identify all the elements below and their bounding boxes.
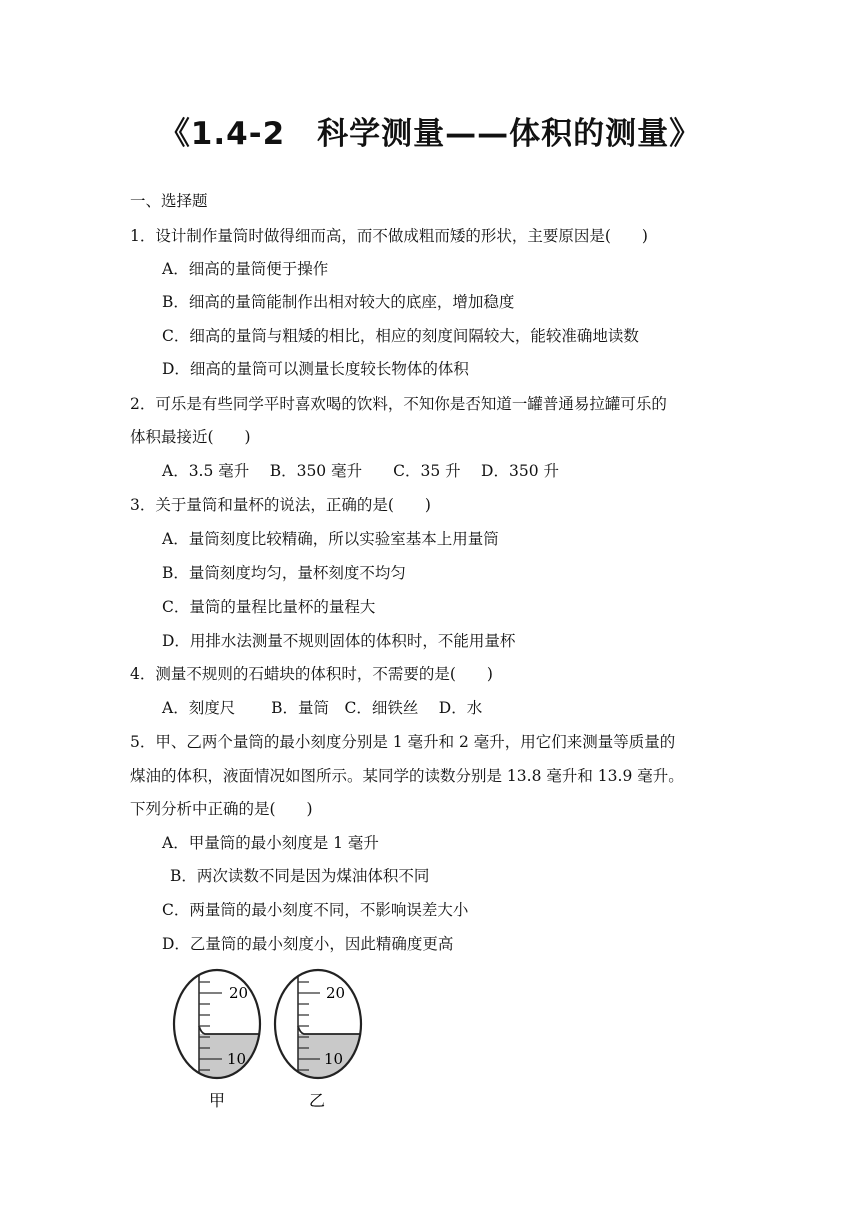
- question-1-option-c: C．细高的量筒与粗矮的相比，相应的刻度间隔较大，能较准确地读数: [162, 327, 639, 345]
- question-5-stem-continued-2: 下列分析中正确的是( ): [130, 800, 313, 818]
- section-heading: 一、选择题: [130, 192, 208, 210]
- mark-20: 20: [229, 984, 249, 1002]
- question-2-stem-continued: 体积最接近( ): [130, 428, 251, 446]
- question-1-stem: 1．设计制作量筒时做得细而高，而不做成粗而矮的形状，主要原因是( ): [130, 227, 648, 245]
- mark-10: 10: [227, 1050, 247, 1068]
- mark-20: 20: [326, 984, 346, 1002]
- mark-10: 10: [324, 1050, 344, 1068]
- question-3-option-b: B．量筒刻度均匀，量杯刻度不均匀: [162, 564, 406, 582]
- question-2-stem: 2．可乐是有些同学平时喜欢喝的饮料，不知你是否知道一罐普通易拉罐可乐的: [130, 395, 667, 413]
- page-title: 《1.4-2 科学测量——体积的测量》: [158, 116, 702, 152]
- meniscus-line: [199, 1026, 262, 1034]
- question-3-option-a: A．量筒刻度比较精确，所以实验室基本上用量筒: [162, 530, 499, 548]
- question-5-stem: 5．甲、乙两个量筒的最小刻度分别是 1 毫升和 2 毫升，用它们来测量等质量的: [130, 733, 676, 751]
- question-3-option-c: C．量筒的量程比量杯的量程大: [162, 598, 376, 616]
- cylinder-yi: [275, 968, 368, 1110]
- cylinder-jia: [174, 968, 269, 1110]
- meniscus-line: [298, 1026, 364, 1034]
- question-3-stem: 3．关于量筒和量杯的说法，正确的是( ): [130, 496, 431, 514]
- question-4-stem: 4．测量不规则的石蜡块的体积时，不需要的是( ): [130, 665, 493, 683]
- question-5-option-b: B．两次读数不同是因为煤油体积不同: [170, 867, 430, 885]
- question-1-option-d: D．细高的量筒可以测量长度较长物体的体积: [162, 360, 469, 378]
- question-5-option-d: D．乙量筒的最小刻度小，因此精确度更高: [162, 935, 454, 953]
- question-5-option-a: A．甲量筒的最小刻度是 1 毫升: [162, 834, 379, 852]
- cylinder-label-jia: 甲: [209, 1091, 226, 1110]
- question-4-options: A．刻度尺 B．量筒 C．细铁丝 D．水: [162, 699, 483, 717]
- question-5-stem-continued: 煤油的体积，液面情况如图所示。某同学的读数分别是 13.8 毫升和 13.9 毫升。: [130, 767, 684, 785]
- question-1-option-a: A．细高的量筒便于操作: [162, 260, 329, 278]
- question-3-option-d: D．用排水法测量不规则固体的体积时，不能用量杯: [162, 632, 516, 650]
- question-5-option-c: C．两量筒的最小刻度不同，不影响误差大小: [162, 901, 469, 919]
- question-1-option-b: B．细高的量筒能制作出相对较大的底座，增加稳度: [162, 293, 515, 311]
- cylinders-figure: [172, 968, 372, 1118]
- question-2-options: A．3.5 毫升 B．350 毫升 C．35 升 D．350 升: [162, 462, 559, 480]
- cylinder-label-yi: 乙: [309, 1091, 326, 1110]
